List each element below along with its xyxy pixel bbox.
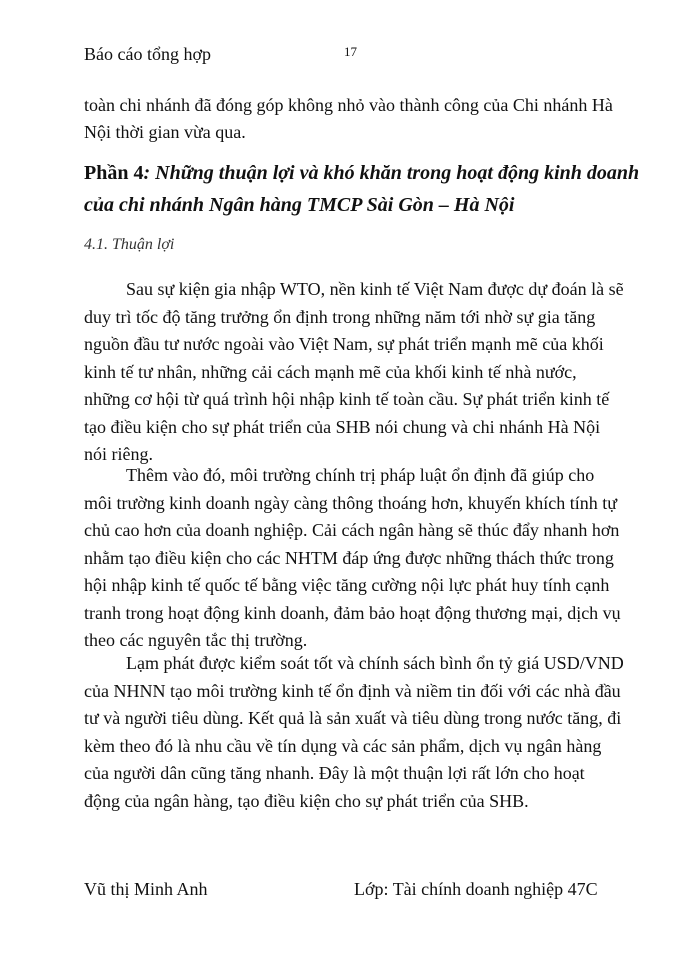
intro-paragraph: toàn chi nhánh đã đóng góp không nhỏ vào thành công của Chi nhánh Hà Nội thời gian vừa qua.: [84, 95, 613, 142]
subsection-heading: 4.1. Thuận lợi: [84, 236, 175, 253]
body-paragraph-2: Thêm vào đó, môi trường chính trị pháp luật ổn định đã giúp cho môi trường kinh doanh ngày càng thông thoáng hơn, khuyến khích tính tự chủ cao hơn của doanh nghiệp. Cải cách ngân hàng sẽ thúc đẩy nhanh hơn nhằm tạo điều kiện cho các NHTM đáp ứng được những thách thức trong hội nhập kinh tế quốc tế bằng việc tăng cường nội lực phát huy tính cạnh tranh trong hoạt động kinh doanh, đảm bảo hoạt động thương mại, dịch vụ theo các nguyên tắc thị trường.: [84, 465, 621, 650]
body-paragraph-1: Sau sự kiện gia nhập WTO, nền kinh tế Việt Nam được dự đoán là sẽ duy trì tốc độ tăng trưởng ổn định trong những năm tới nhờ sự gia tăng nguồn đầu tư nước ngoài vào Việt Nam, sự phát triển mạnh mẽ của khối kinh tế tư nhân, những cải cách mạnh mẽ của khối kinh tế nhà nước, những cơ hội từ quá trình hội nhập kinh tế toàn cầu. Sự phát triển kinh tế tạo điều kiện cho sự phát triển của SHB nói chung và chi nhánh Hà Nội nói riêng.: [84, 279, 624, 464]
header-title: Báo cáo tổng hợp: [84, 44, 211, 64]
footer-class-info: Lớp: Tài chính doanh nghiệp 47C: [354, 879, 598, 899]
page-number: 17: [344, 44, 357, 59]
section-title-rest: : Những thuận lợi và khó khăn trong hoạt động kinh doanh của chi nhánh Ngân hàng TMCP Sài Gòn – Hà Nội: [84, 162, 640, 216]
section-title: [84, 157, 644, 221]
section-title-prefix: Phần 4: [84, 162, 144, 184]
footer-author: Vũ thị Minh Anh: [84, 879, 208, 899]
body-paragraph-3: Lạm phát được kiểm soát tốt và chính sách bình ổn tỷ giá USD/VND của NHNN tạo môi trường kinh tế ổn định và niềm tin đối với các nhà đầu tư và người tiêu dùng. Kết quả là sản xuất và tiêu dùng trong nước tăng, đi kèm theo đó là nhu cầu về tín dụng và các sản phẩm, dịch vụ ngân hàng của người dân cũng tăng nhanh. Đây là một thuận lợi rất lớn cho hoạt động của ngân hàng, tạo điều kiện cho sự phát triển của SHB.: [84, 653, 624, 811]
